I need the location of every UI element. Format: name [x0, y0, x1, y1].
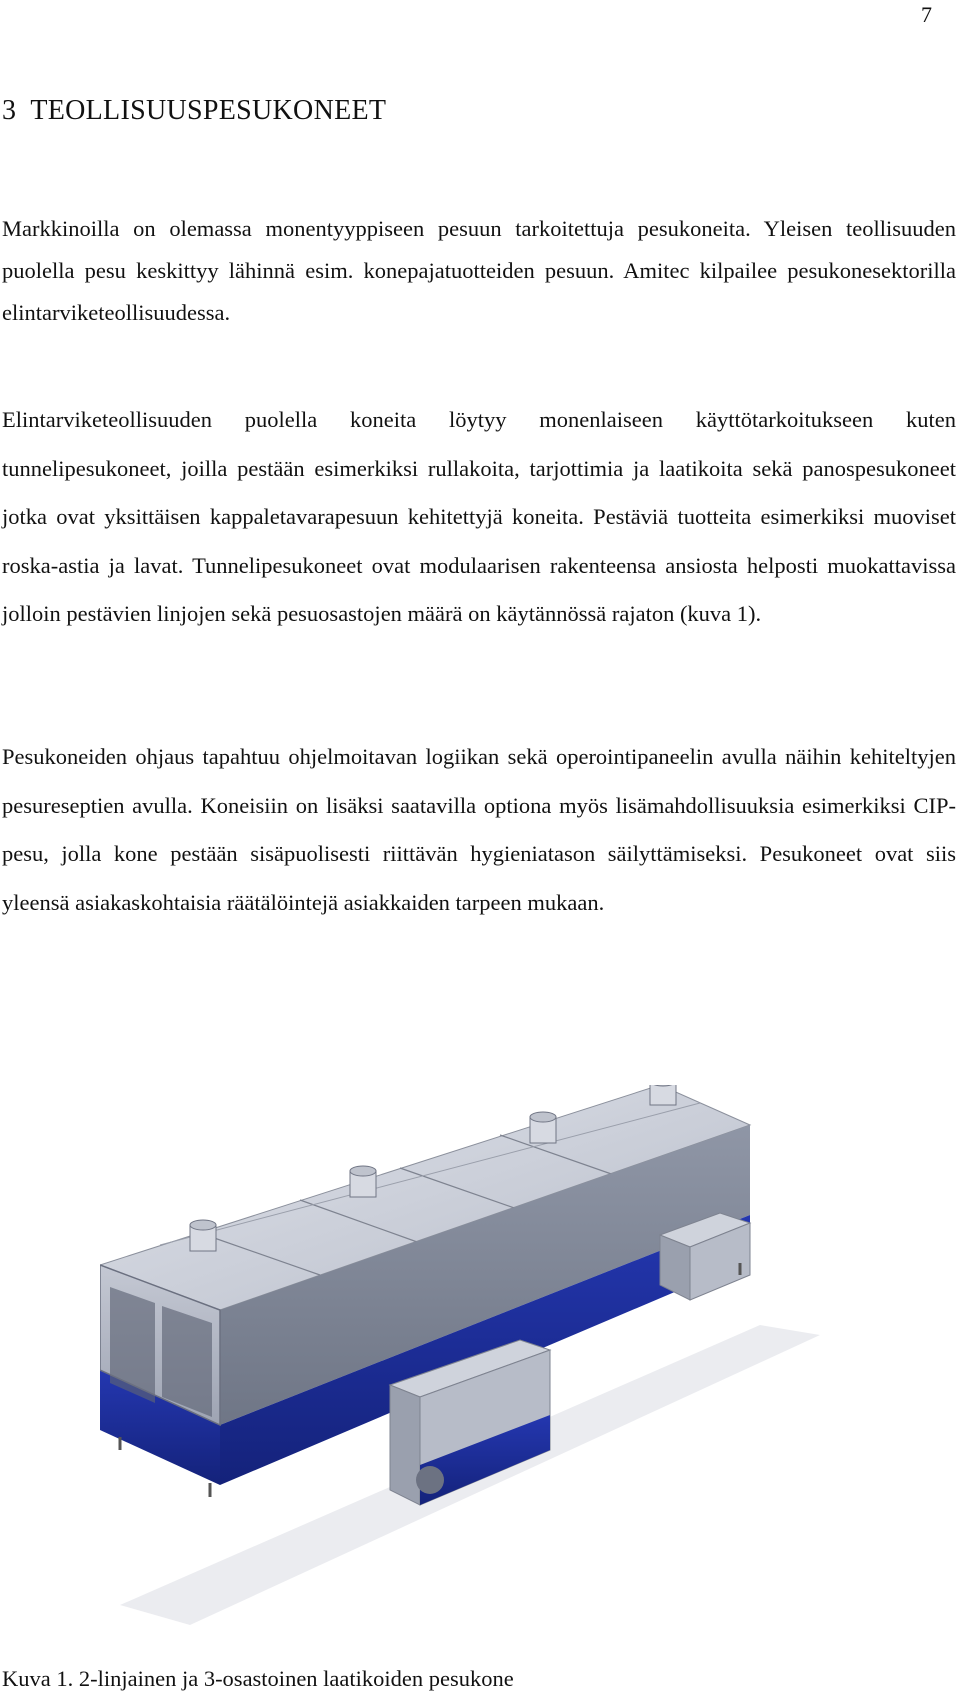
washing-machine-illustration: [100, 1085, 830, 1625]
section-heading: [2, 95, 386, 127]
section-number: 3: [2, 95, 17, 126]
paragraph-food-industry: Elintarviketeollisuuden puolella koneita löytyy monenlaiseen käyttötarkoitukseen kuten tunnelipesukoneet, joilla pestään esimerkiksi rullakoita, tarjottimia ja laatikoita sekä panospesukoneet jotka ovat yksittäisen kappaletavarapesuun kehitettyjä koneita. Pestäviä tuotteita esimerkiksi muoviset roska-astia ja lavat. Tunnelipesukoneet ovat modulaarisen rakenteensa ansiosta helposti muokattavissa jolloin pestävien linjojen sekä pesuosastojen määrä on käytännössä rajaton (kuva 1).: [2, 407, 956, 626]
paragraph-control: Pesukoneiden ohjaus tapahtuu ohjelmoitavan logiikan sekä operointipaneelin avulla näihin kehiteltyjen pesureseptien avulla. Koneisiin on lisäksi saatavilla optiona myös lisämahdollisuuksia esimerkiksi CIP-pesu, jolla kone pestään sisäpuolisesti riittävän hygieniatason säilyttämiseksi. Pesukoneet ovat siis yleensä asiakaskohtaisia räätälöintejä asiakkaiden tarpeen mukaan.: [2, 744, 956, 915]
section-title: TEOLLISUUSPESUKONEET: [30, 95, 387, 126]
page-number: 7: [921, 2, 932, 27]
figure-caption: Kuva 1. 2-linjainen ja 3-osastoinen laatikoiden pesukone: [2, 1666, 514, 1691]
paragraph-intro: Markkinoilla on olemassa monentyyppiseen pesuun tarkoitettuja pesukoneita. Yleisen teollisuuden puolella pesu keskittyy lähinnä esim. konepajatuotteiden pesuun. Amitec kilpailee pesukonesektorilla elintarviketeollisuudessa.: [2, 216, 956, 325]
